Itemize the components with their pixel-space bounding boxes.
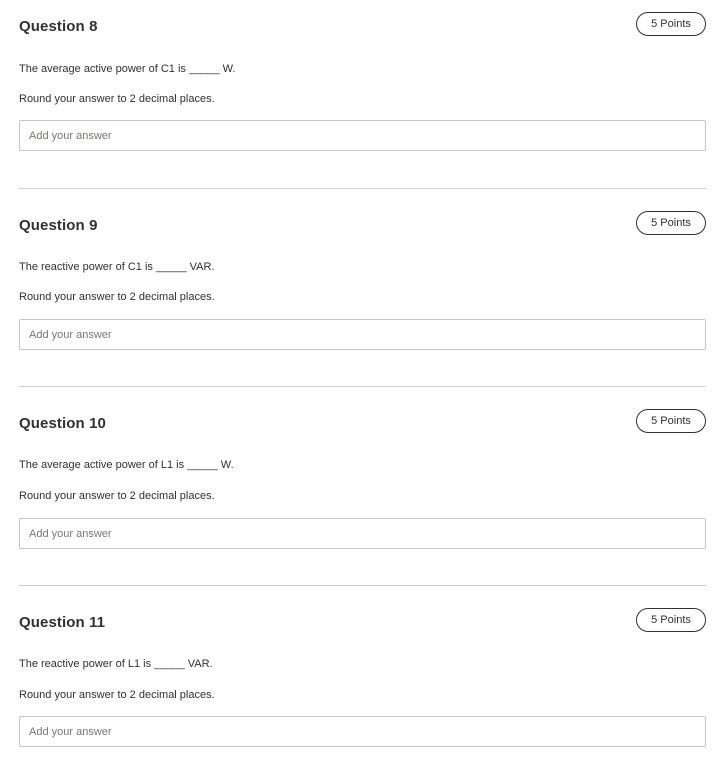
question-instruction: Round your answer to 2 decimal places. (19, 291, 215, 303)
answer-input[interactable] (19, 319, 706, 350)
question-prompt: The average active power of C1 is _____ W. (19, 63, 236, 75)
question-divider (19, 188, 706, 189)
question-prompt: The reactive power of C1 is _____ VAR. (19, 261, 215, 273)
points-badge: 5 Points (636, 608, 706, 632)
question-instruction: Round your answer to 2 decimal places. (19, 689, 215, 701)
question-prompt: The average active power of L1 is _____ W. (19, 459, 234, 471)
question-title: Question 10 (19, 415, 106, 432)
question-divider (19, 585, 706, 586)
answer-input[interactable] (19, 120, 706, 151)
question-instruction: Round your answer to 2 decimal places. (19, 93, 215, 105)
question-title: Question 9 (19, 217, 98, 234)
question-prompt: The reactive power of L1 is _____ VAR. (19, 658, 213, 670)
answer-input[interactable] (19, 518, 706, 549)
question-instruction: Round your answer to 2 decimal places. (19, 490, 215, 502)
points-badge: 5 Points (636, 12, 706, 36)
question-title: Question 8 (19, 18, 98, 35)
answer-input[interactable] (19, 716, 706, 747)
points-badge: 5 Points (636, 409, 706, 433)
question-divider (19, 386, 706, 387)
question-title: Question 11 (19, 614, 106, 631)
points-badge: 5 Points (636, 211, 706, 235)
